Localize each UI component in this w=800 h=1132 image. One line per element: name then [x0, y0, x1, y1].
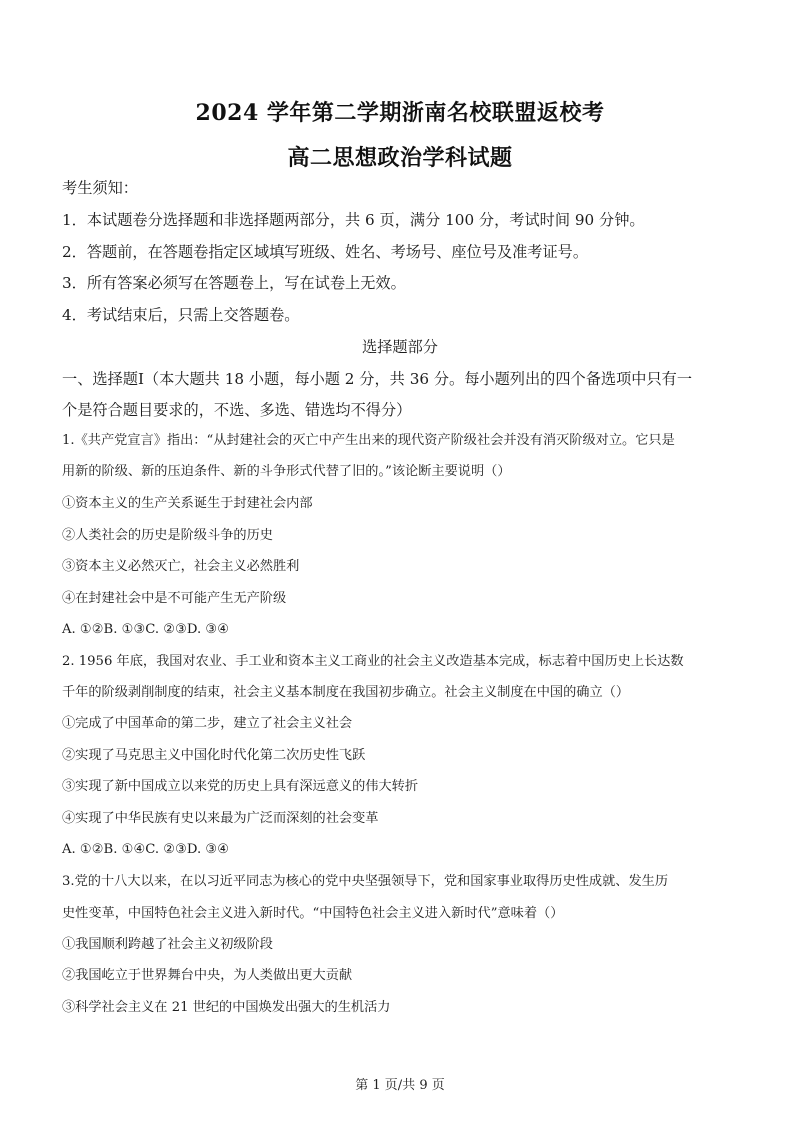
part-title: 个是符合题目要求的，不选、多选、错选均不得分） [62, 401, 412, 419]
question-option: ④在封建社会中是不可能产生无产阶级 [62, 591, 287, 606]
page-footer: 第 1 页/共 9 页 [355, 1078, 445, 1093]
question-option: ①我国顺利跨越了社会主义初级阶段 [62, 937, 273, 952]
notice-item: 1．本试题卷分选择题和非选择题两部分，共 6 页，满分 100 分，考试时间 90 分钟。 [62, 211, 645, 229]
question-option: ③资本主义必然灭亡，社会主义必然胜利 [62, 559, 300, 574]
question-option: ②我国屹立于世界舞台中央，为人类做出更大贡献 [62, 968, 353, 983]
page-subtitle: 高二思想政治学科试题 [287, 145, 513, 171]
section-title: 选择题部分 [362, 338, 438, 356]
question-option: ②人类社会的历史是阶级斗争的历史 [62, 528, 273, 543]
question-stem: 千年的阶级剥削制度的结束，社会主义基本制度在我国初步确立。社会主义制度在中国的确立（） [62, 685, 630, 700]
notice-item: 4．考试结束后，只需上交答题卷。 [62, 306, 300, 324]
part-title: 一、选择题Ⅰ（本大题共 18 小题，每小题 2 分，共 36 分。每小题列出的四个备选项中只有一 [62, 370, 693, 388]
question-stem: 3.党的十八大以来，在以习近平同志为核心的党中央坚强领导下，党和国家事业取得历史性成就、发生历 [62, 874, 669, 889]
question-option: ①完成了中国革命的第二步，建立了社会主义社会 [62, 716, 353, 731]
notice-item: 3．所有答案必须写在答题卷上，写在试卷上无效。 [62, 274, 406, 292]
notice-heading: 考生须知： [62, 179, 138, 197]
question-option: ③实现了新中国成立以来党的历史上具有深远意义的伟大转折 [62, 779, 419, 794]
question-choices: A. ①②B. ①③C. ②③D. ③④ [62, 622, 230, 637]
question-stem: 用新的阶级、新的压迫条件、新的斗争形式代替了旧的。”该论断主要说明（） [62, 464, 511, 479]
question-stem: 史性变革，中国特色社会主义进入新时代。“中国特色社会主义进入新时代”意味着（） [62, 906, 564, 921]
question-option: ②实现了马克思主义中国化时代化第二次历史性飞跃 [62, 748, 366, 763]
question-choices: A. ①②B. ①④C. ②③D. ③④ [62, 842, 230, 857]
question-option: ④实现了中华民族有史以来最为广泛而深刻的社会变革 [62, 811, 379, 826]
question-option: ①资本主义的生产关系诞生于封建社会内部 [62, 496, 313, 511]
notice-item: 2．答题前，在答题卷指定区域填写班级、姓名、考场号、座位号及准考证号。 [62, 243, 589, 261]
page-title: 2024 学年第二学期浙南名校联盟返校考 [195, 100, 605, 126]
question-option: ③科学社会主义在 21 世纪的中国焕发出强大的生机活力 [62, 1000, 391, 1015]
question-stem: 1.《共产党宣言》指出：“从封建社会的灭亡中产生出来的现代资产阶级社会并没有消灭阶级对立。它只是 [62, 433, 675, 448]
question-stem: 2. 1956 年底，我国对农业、手工业和资本主义工商业的社会主义改造基本完成，标志着中国历史上长达数 [62, 654, 684, 669]
